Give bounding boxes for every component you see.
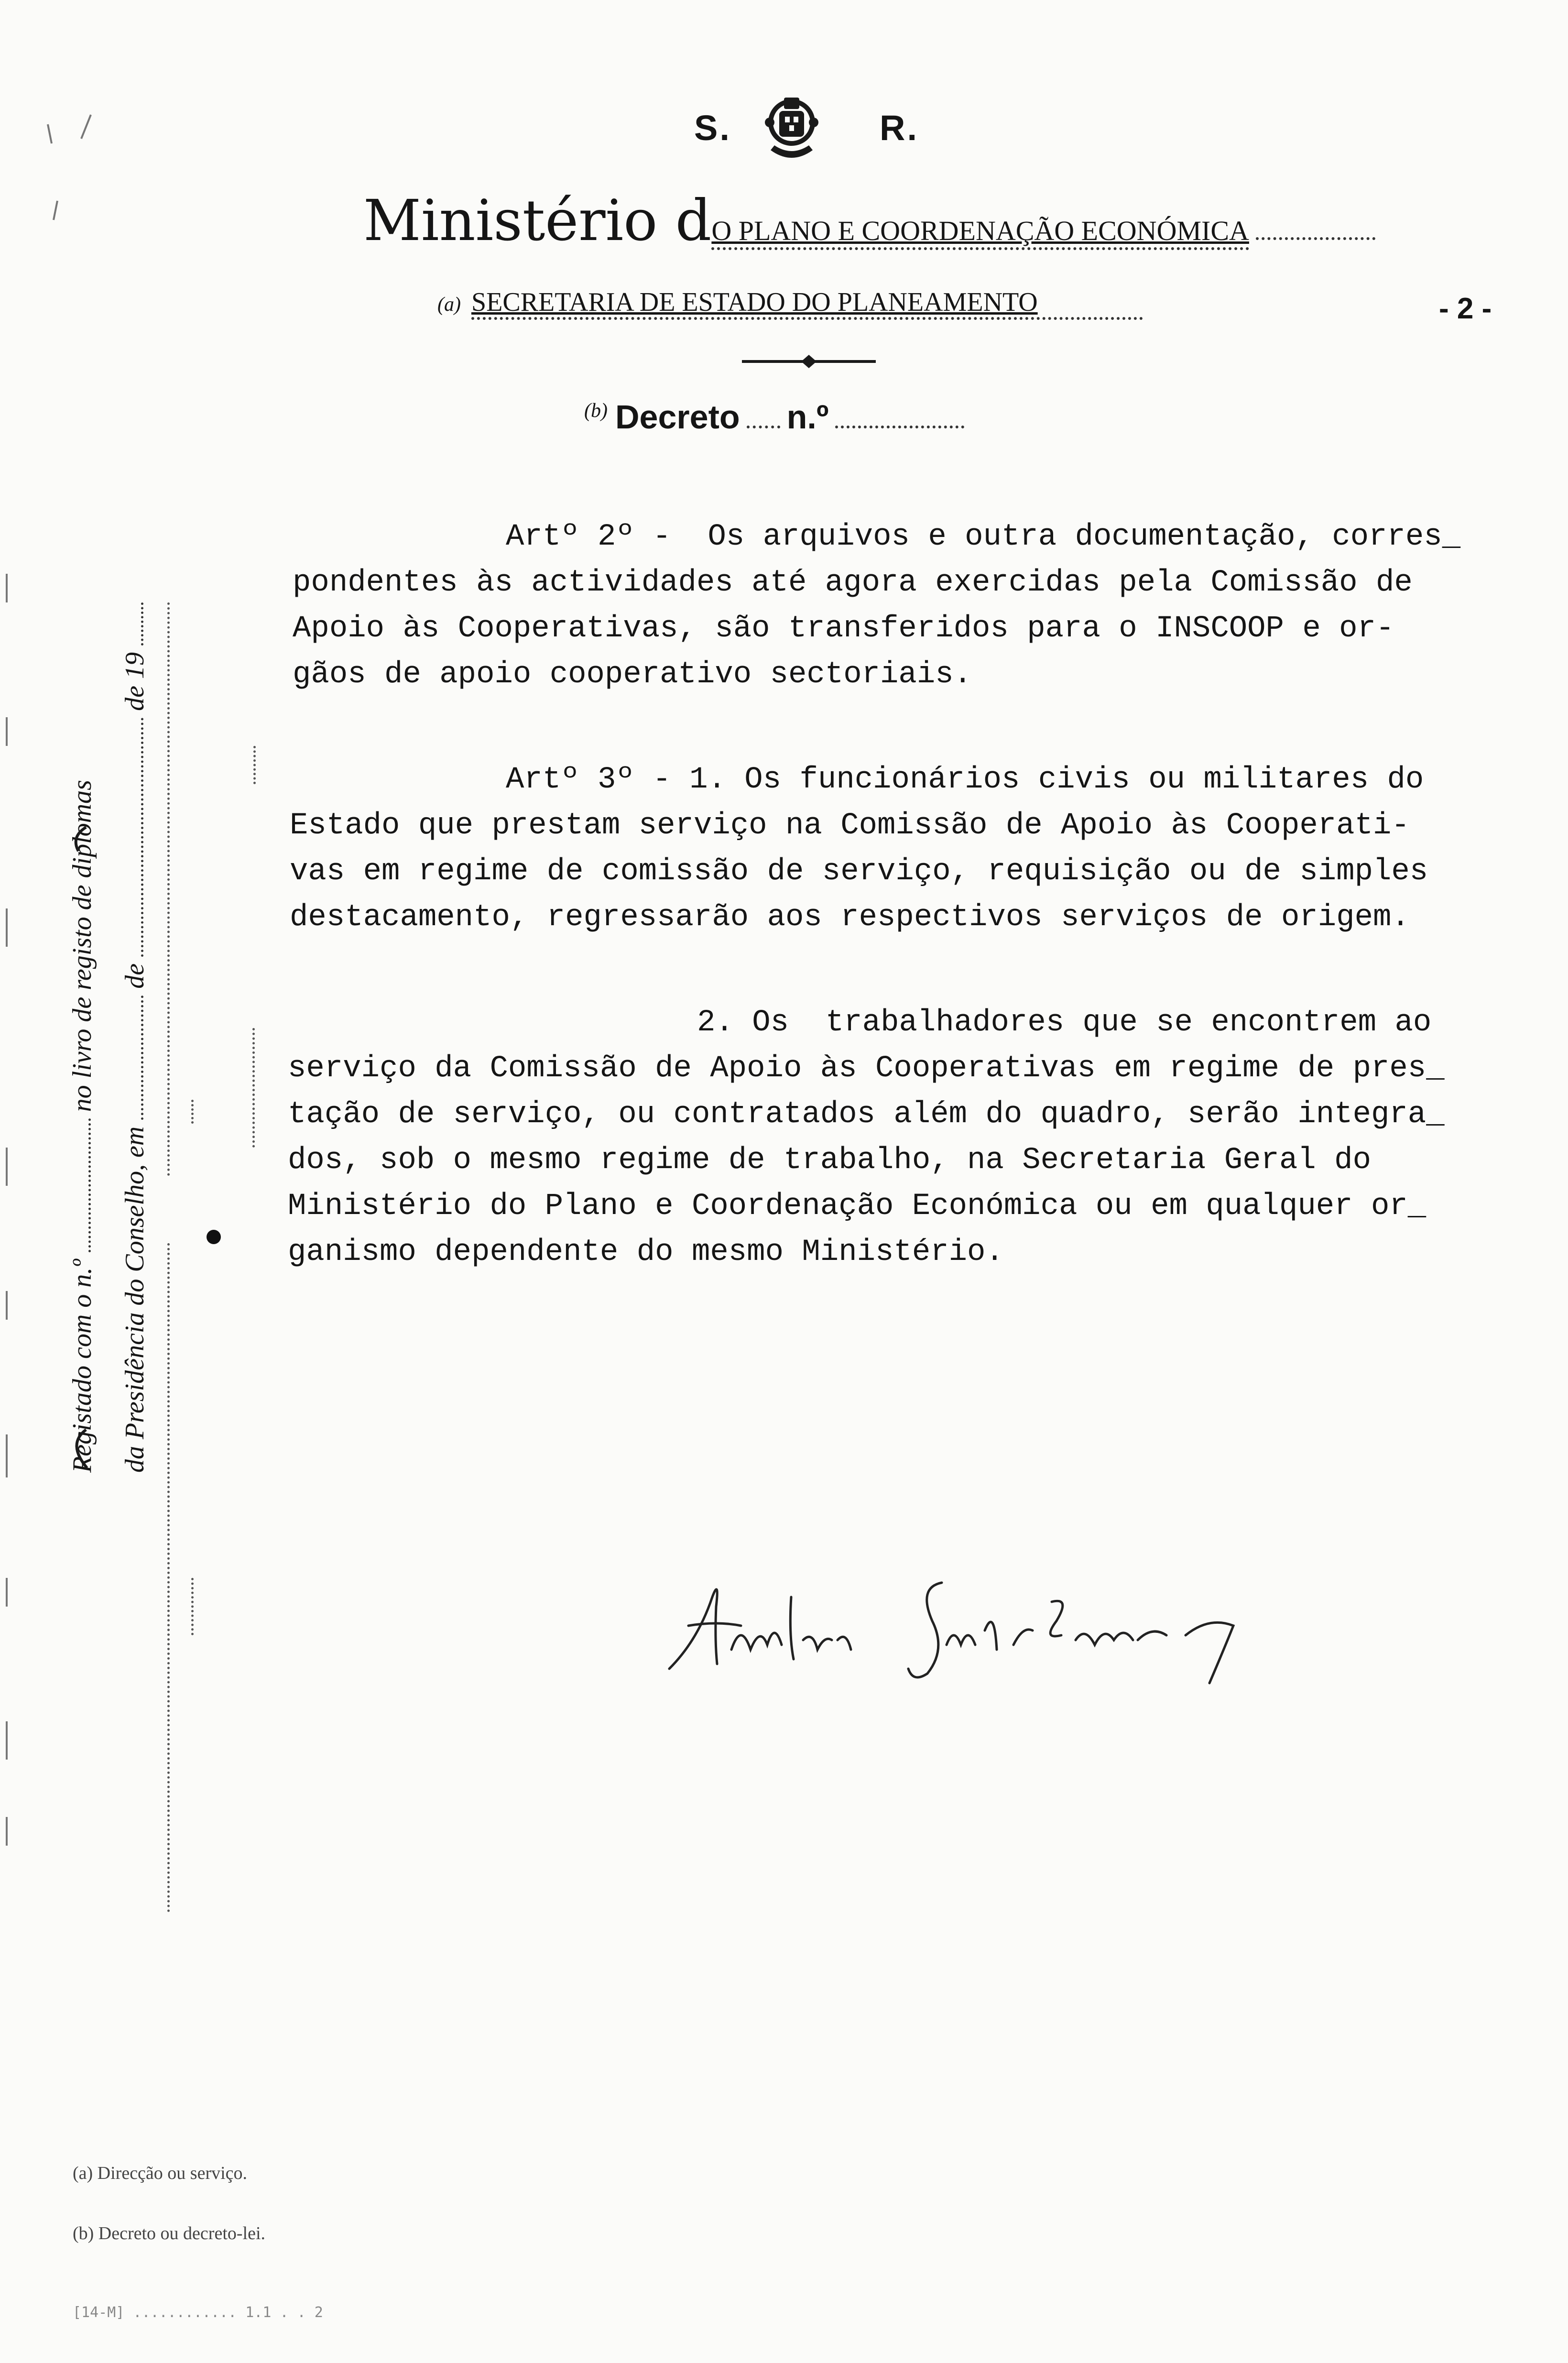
ministry-prefix: Ministério d	[363, 187, 712, 253]
art3-2-line-6: ganismo dependente do mesmo Ministério.	[288, 1235, 1004, 1269]
decreto-footnote-tag: (b)	[584, 399, 608, 422]
ministry-line	[363, 187, 1382, 253]
registration-book-label: no livro de registo de diplomas	[67, 780, 97, 1112]
header-right-letter: R.	[880, 108, 919, 148]
registration-date-label: da Presidência do Conselho, em	[120, 1126, 150, 1473]
art3-2-line-5: Ministério do Plano e Coordenação Económica ou em qualquer or_	[288, 1189, 1426, 1224]
registration-line-1	[67, 780, 98, 1473]
registration-number-label: Registado com o n.º	[67, 1259, 97, 1473]
art2-line-3: Apoio às Cooperativas, são transferidos para o INSCOOP e or-	[293, 612, 1394, 646]
art3-1-line-3: vas em regime de comissão de serviço, requisição ou de simples	[290, 854, 1428, 889]
art3-1-line-4: destacamento, regressarão aos respectivos serviços de origem.	[290, 900, 1410, 935]
footnote-a: (a) Direcção ou serviço.	[73, 2163, 248, 2183]
art3-2-line-4: dos, sob o mesmo regime de trabalho, na Secretaria Geral do	[288, 1143, 1371, 1178]
divider-ornament	[742, 353, 876, 370]
art3-2-line-3: tação de serviço, ou contratados além do quadro, serão integra_	[288, 1097, 1445, 1132]
ministry-name: O PLANO E COORDENAÇÃO ECONÓMICA	[711, 215, 1249, 250]
margin-rule-lower	[167, 1243, 170, 1913]
registration-line-2	[120, 596, 150, 1473]
margin-tick-3	[191, 1100, 194, 1124]
secretaria-footnote-tag: (a)	[437, 294, 461, 316]
secretaria-line	[437, 287, 1143, 317]
registration-year-label: de 19	[120, 652, 150, 711]
art2-line-4: gãos de apoio cooperativo sectoriais.	[293, 657, 972, 692]
secretaria-name: SECRETARIA DE ESTADO DO PLANEAMENTO	[471, 287, 1143, 320]
margin-bracket	[57, 1425, 96, 1482]
art3-1-line-1: Artº 3º - 1. Os funcionários civis ou militares do	[506, 763, 1424, 797]
printer-imprint: [14-M] ............ 1.1 . . 2	[73, 2304, 323, 2321]
header-left-letter: S.	[694, 108, 731, 148]
decreto-number-label: n.º	[786, 398, 829, 436]
footnotes	[73, 2123, 323, 2363]
page-number: - 2 -	[1439, 292, 1492, 325]
margin-rule-upper	[167, 602, 170, 1176]
decreto-label: Decreto	[615, 398, 740, 436]
coat-of-arms-icon	[761, 94, 822, 165]
footnote-b: (b) Decreto ou decreto-lei.	[73, 2223, 266, 2243]
art2-line-1: Artº 2º - Os arquivos e outra documentação, corres_	[506, 520, 1461, 554]
margin-tick-2	[252, 1028, 255, 1148]
margin-bracket-top	[56, 822, 95, 856]
signature-image	[660, 1568, 1310, 1693]
margin-tick-1	[253, 746, 256, 784]
registration-month-label: de	[120, 963, 150, 989]
art2-line-2: pondentes às actividades até agora exercidas pela Comissão de	[293, 566, 1413, 600]
art3-2-line-2: serviço da Comissão de Apoio às Cooperativas em regime de pres_	[288, 1051, 1445, 1086]
art3-2-line-1: 2. Os trabalhadores que se encontrem ao	[697, 1006, 1432, 1040]
art3-1-line-2: Estado que prestam serviço na Comissão de Apoio às Cooperati-	[290, 809, 1410, 843]
decreto-line	[584, 398, 971, 436]
punch-dot	[207, 1230, 221, 1244]
margin-tick-4	[191, 1578, 194, 1635]
